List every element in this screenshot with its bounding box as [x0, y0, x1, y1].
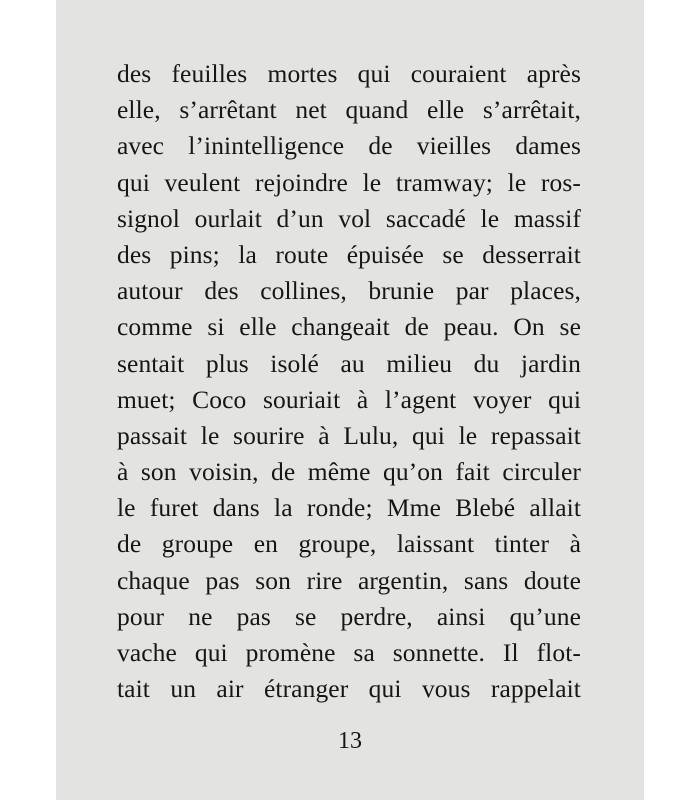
text-line: signol ourlait d’un vol saccadé le massif: [117, 203, 581, 233]
page-number: 13: [338, 728, 362, 754]
text-line: muet; Coco souriait à l’agent voyer qui: [117, 384, 581, 414]
text-line: qui veulent rejoindre le tramway; le ros-: [117, 167, 581, 197]
text-line: à son voisin, de même qu’on fait circuler: [117, 457, 581, 487]
text-line: pour ne pas se perdre, ainsi qu’une: [117, 601, 581, 631]
text-line: chaque pas son rire argentin, sans doute: [117, 565, 581, 595]
body-text: [117, 56, 581, 707]
text-line: elle, s’arrêtant net quand elle s’arrêtait,: [117, 95, 581, 125]
text-line: sentait plus isolé au milieu du jardin: [117, 348, 581, 378]
text-line: comme si elle changeait de peau. On se: [117, 312, 581, 342]
text-line: autour des collines, brunie par places,: [117, 276, 581, 306]
text-line: des feuilles mortes qui couraient après: [117, 59, 581, 88]
text-line: avec l’inintelligence de vieilles dames: [117, 131, 581, 161]
book-page: [56, 0, 644, 800]
text-line: des pins; la route épuisée se desserrait: [117, 239, 581, 269]
text-line: vache qui promène sa sonnette. Il flot-: [117, 638, 581, 667]
text-line: tait un air étranger qui vous rappelait: [117, 674, 581, 704]
text-line: passait le sourire à Lulu, qui le repassait: [117, 420, 581, 450]
text-line: de groupe en groupe, laissant tinter à: [117, 529, 581, 559]
text-line: le furet dans la ronde; Mme Blebé allait: [117, 493, 581, 523]
